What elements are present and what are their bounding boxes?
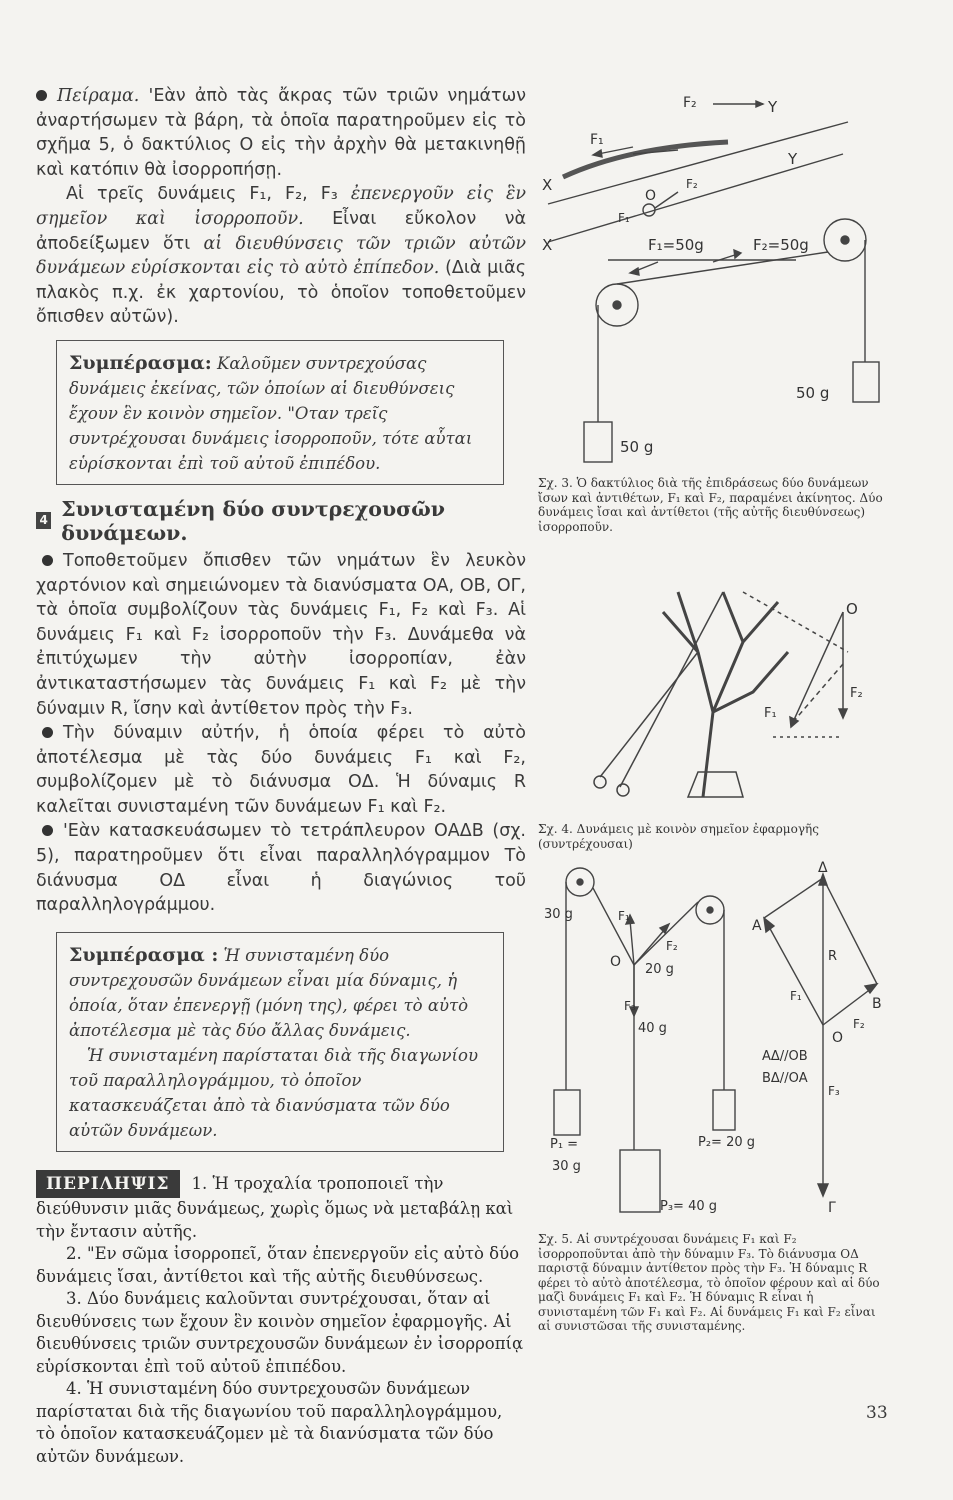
label-f1: F₁ bbox=[764, 706, 777, 721]
summary-item-2: 2. "Εν σῶμα ἰσορροπεῖ, ὅταν ἐπενεργοῦν εἰς αὐτὸ δύο δυνάμεις ἴσαι, ἀντίθετοι καὶ τῆς αὐτῆς διευθύνσεως. bbox=[36, 1244, 520, 1286]
weight-left-label: 50 g bbox=[620, 438, 654, 456]
main-text-column bbox=[36, 84, 526, 1468]
label-y: Y bbox=[768, 98, 778, 116]
conclusion-text-1: Ἡ συνισταμένη δύο συντρεχουσῶν δυνάμεων εἶναι μία δύναμις, ἡ ὁποία, ὅταν ἐπενεργῇ (μόνη της), φέρει τὸ αὐτὸ ἀποτέλεσμα μὲ τὰς δύο ἄλλας δυνάμεις. bbox=[69, 945, 469, 1040]
section-heading bbox=[36, 497, 526, 545]
forces-italic-1: ἐπενεργοῦν εἰς ἓν σημεῖον καὶ ἰσορροποῦν. bbox=[36, 184, 526, 229]
vectors-text: Τοποθετοῦμεν ὄπισθεν τῶν νημάτων ἓν λευκὸν χαρτόνιον καὶ σημειώνομεν τὰ διανύσματα ΟΑ, ΟΒ, ΟΓ, τὰ ὁποῖα συμβολίζουν τὰς δυνάμεις F₁, F₂ καὶ F₃. Αἱ δυνάμεις F₁ καὶ F₂ ἰσορροποῦν τὴν F₃. Δυνάμεθα νὰ ἐπιτύχωμεν τὴν αὐτὴν ἰσορροπίαν, ἐὰν ἀντικαταστήσωμεν τὰς δυνάμεις F₁ καὶ F₂ μὲ τὴν δύναμιν R, ἴσην καὶ ἀντίθετον πρὸς τὴν F₃. bbox=[36, 550, 526, 719]
label-f1-left: F₁ bbox=[618, 909, 630, 923]
label-f1-right: F₁ bbox=[790, 989, 802, 1003]
conclusion-text: Καλοῦμεν συντρεχούσας δυνάμεις ἐκείνας, τῶν ὁποίων αἱ διευθύνσεις ἔχουν ἓν κοινὸν σημεῖον. "Οταν τρεῖς συντρέχουσαι δυνάμεις ἰσορροποῦν, τότε αὗται εὑρίσκονται ἐπὶ τοῦ αὐτοῦ ἐπιπέδου. bbox=[69, 353, 473, 473]
tree-figure-4 bbox=[538, 572, 883, 812]
experiment-paragraph bbox=[36, 84, 526, 182]
label-o: O bbox=[846, 600, 858, 618]
weight-p1 bbox=[554, 1090, 580, 1135]
label-f1-top: F₁ bbox=[590, 132, 604, 148]
figure-4-caption: Σχ. 4. Δυνάμεις μὲ κοινὸν σημεῖον ἐφαρμογῆς (συντρέχουσαι) bbox=[538, 822, 819, 851]
label-f2-left: F₂ bbox=[666, 939, 678, 953]
summary-item-1: 1. Ἡ τροχαλία τροποποιεῖ τὴν διεύθυνσιν μιᾶς δυνάμεως, χωρὶς ὅμως νὰ μεταβάλῃ καὶ τὴν ἔντασιν αὐτῆς. bbox=[36, 1173, 514, 1241]
figure-4 bbox=[538, 572, 883, 851]
label-f3-left: F₃ bbox=[624, 999, 636, 1013]
pulley-figure-3 bbox=[538, 92, 883, 472]
forces-italic-2: αἱ διευθύνσεις τῶν τριῶν αὐτῶν δυνάμεων εὑρίσκονται εἰς τὸ αὐτὸ ἐπίπεδον. bbox=[36, 233, 527, 279]
weight-p2 bbox=[713, 1090, 735, 1130]
weight-p2-label: P₂= 20 g bbox=[698, 1135, 756, 1150]
forces-mid: Εἶναι εὔκολον νὰ ἀποδείξωμεν ὅτι bbox=[36, 208, 527, 254]
experiment-label: Πείραμα. bbox=[57, 86, 140, 106]
label-gamma: Γ bbox=[828, 1200, 836, 1216]
summary-tag: ΠΕΡΙΛΗΨΙΣ bbox=[36, 1170, 180, 1199]
label-x-lower: X bbox=[542, 236, 553, 254]
tree-trunk bbox=[688, 772, 743, 797]
bullet-icon bbox=[36, 90, 47, 101]
label-b: B bbox=[872, 996, 882, 1012]
label-f2-top: F₂ bbox=[683, 95, 697, 111]
mass-30g: 30 g bbox=[544, 907, 573, 922]
label-y-lower: Y bbox=[788, 150, 798, 168]
forces-paragraph bbox=[36, 182, 526, 330]
section-marker: 4 bbox=[36, 512, 51, 529]
label-x: X bbox=[542, 176, 553, 194]
section-title: Συνισταμένη δύο συντρεχουσῶν δυνάμεων. bbox=[61, 496, 445, 545]
pulley-figure-5 bbox=[538, 860, 883, 1220]
summary-item bbox=[36, 1170, 526, 1244]
forces-tail: (Διὰ μιᾶς πλακὸς π.χ. ἐκ χαρτονίου, τὸ ὁποῖον τοποθετοῦμεν ὄπισθεν αὐτῶν). bbox=[36, 258, 526, 328]
weight-right-label: 50 g bbox=[796, 384, 830, 402]
summary-block bbox=[36, 1170, 526, 1469]
label-f2-mid: F₂ bbox=[686, 177, 698, 191]
conclusion-heading: Συμπέρασμα: bbox=[69, 351, 212, 374]
bullet-icon bbox=[42, 555, 53, 566]
parallelogram-text: 'Εὰν κατασκευάσωμεν τὸ τετράπλευρον ΟΑΔΒ (σχ. 5), παρατηροῦμεν ὅτι εἶναι παραλληλόγραμμον Τὸ διάνυσμα ΟΔ εἶναι ἡ διαγώνιος τοῦ παραλληλογράμμου. bbox=[36, 821, 526, 916]
label-delta: Δ bbox=[818, 860, 828, 876]
summary-item-3: 3. Δύο δυνάμεις καλοῦνται συντρέχουσαι, ὅταν αἱ διευθύνσεις των ἔχουν ἓν κοινὸν σημεῖον ἐφαρμογῆς. Αἱ διευθύνσεις τριῶν συντρεχουσῶν δυνάμεων ἐν ἰσορροπίᾳ εὑρίσκονται ἐπὶ τοῦ αὐτοῦ ἐπιπέδου. bbox=[36, 1289, 524, 1376]
page-number: 33 bbox=[866, 1403, 888, 1423]
parallel-2: ΒΔ//ΟΑ bbox=[762, 1071, 808, 1086]
conclusion-heading: Συμπέρασμα : bbox=[69, 943, 219, 966]
tree-icon bbox=[663, 592, 788, 797]
figure-5-caption: Σχ. 5. Αἱ συντρέχουσαι δυνάμεις F₁ καὶ F₂ ἰσορροποῦνται ἀπὸ τὴν δύναμιν F₃. Τὸ διάνυσμα ΟΔ παριστᾷ δύναμιν ἀντίθετον πρὸς τὴν F₃. Ἡ δύναμις R φέρει τὸ αὐτὸ ἀποτέλεσμα, τὸ ὁποῖον φέρουν καὶ αἱ δύο μαζὶ δυνάμεις F₁ καὶ F₂. Ἡ δύναμις R εἶναι ἡ συνισταμένη τῶν F₁ καὶ F₂. Αἱ δυνάμεις F₁ καὶ F₂ εἶναι αἱ συνιστῶσαι τῆς συνισταμένης. bbox=[538, 1232, 880, 1333]
label-f2-right: F₂ bbox=[853, 1017, 865, 1031]
conclusion-box-2 bbox=[56, 932, 504, 1152]
resultant-text: Τὴν δύναμιν αὐτήν, ἡ ὁποία φέρει τὸ αὐτὸ ἀποτέλεσμα μὲ τὰς δύο δυνάμεις F₁ καὶ F₂, συμβολίζομεν μὲ τὸ διάνυσμα ΟΔ. Ἡ δύναμις R καλεῖται συνισταμένη τῶν δυνάμεων F₁ καὶ F₂. bbox=[36, 723, 526, 817]
label-o-right: O bbox=[832, 1030, 844, 1046]
summary-item-4: 4. Ἡ συνισταμένη δύο συντρεχουσῶν δυνάμεων παρίσταται διὰ τῆς διαγωνίου τοῦ παραλληλογράμμου, τὸ ὁποῖον κατασκευάζομεν μὲ τὰ διανύσματα τῶν δύο αὐτῶν δυνάμεων. bbox=[36, 1379, 503, 1466]
label-o: O bbox=[645, 188, 657, 204]
label-f3-right: F₃ bbox=[828, 1084, 840, 1098]
vectors-paragraph bbox=[36, 549, 526, 721]
label-o-left: O bbox=[610, 954, 622, 970]
forces-lead: Αἱ τρεῖς δυνάμεις F₁, F₂, F₃ bbox=[66, 184, 351, 205]
resultant-paragraph bbox=[36, 721, 526, 819]
parallelogram-paragraph bbox=[36, 819, 526, 917]
figure-5 bbox=[538, 860, 883, 1334]
label-f1-50g: F₁=50g bbox=[648, 236, 704, 254]
bullet-icon bbox=[42, 727, 53, 738]
label-f2-50g: F₂=50g bbox=[753, 236, 809, 254]
mass-20g: 20 g bbox=[645, 962, 674, 977]
weight-p1-label: P₁ = bbox=[550, 1137, 579, 1152]
label-a: A bbox=[752, 918, 762, 934]
mass-40g: 40 g bbox=[638, 1021, 667, 1036]
person-icon bbox=[594, 776, 606, 788]
experiment-text: 'Εὰν ἀπὸ τὰς ἄκρας τῶν τριῶν νημάτων ἀναρτήσωμεν τὰ βάρη, τὰ ὁποῖα παρατηροῦμεν εἰς τὸ σχῆμα 5, ὁ δακτύλιος Ο εἰς τὴν ἀρχὴν θὰ μετακινηθῇ καὶ κατόπιν θὰ ἰσορροπήσῃ. bbox=[36, 86, 526, 180]
bullet-icon bbox=[42, 825, 53, 836]
label-r: R bbox=[828, 949, 838, 964]
label-f1-mid: F₁ bbox=[618, 211, 630, 225]
person-icon bbox=[617, 784, 629, 796]
weight-p3-label: P₃= 40 g bbox=[660, 1199, 718, 1214]
weight-left bbox=[584, 422, 612, 462]
tug-of-war-people bbox=[563, 142, 728, 177]
parallel-1: ΑΔ//ΟΒ bbox=[762, 1049, 808, 1064]
figure-3 bbox=[538, 92, 883, 534]
weight-right bbox=[853, 362, 879, 402]
figure-3-caption: Σχ. 3. Ὁ δακτύλιος διὰ τῆς ἐπιδράσεως δύο δυνάμεων ἴσων καὶ ἀντιθέτων, F₁ καὶ F₂, παραμένει ἀκίνητος. Δύο δυνάμεις ἴσαι καὶ ἀντίθετοι (τῆς αὐτῆς διευθύνσεως) ἰσορροποῦν. bbox=[538, 476, 883, 534]
weight-p1-value: 30 g bbox=[552, 1159, 581, 1174]
label-f2: F₂ bbox=[850, 686, 863, 701]
weight-p3 bbox=[620, 1150, 660, 1212]
conclusion-text-2: Ἡ συνισταμένη παρίσταται διὰ τῆς διαγωνίου τοῦ παραλληλογράμμου, τὸ ὁποῖον κατασκευάζεται ἀπὸ τὰ διανύσματα τῶν δύο αὐτῶν δυνάμεων. bbox=[69, 1045, 478, 1140]
conclusion-box-1 bbox=[56, 340, 504, 485]
